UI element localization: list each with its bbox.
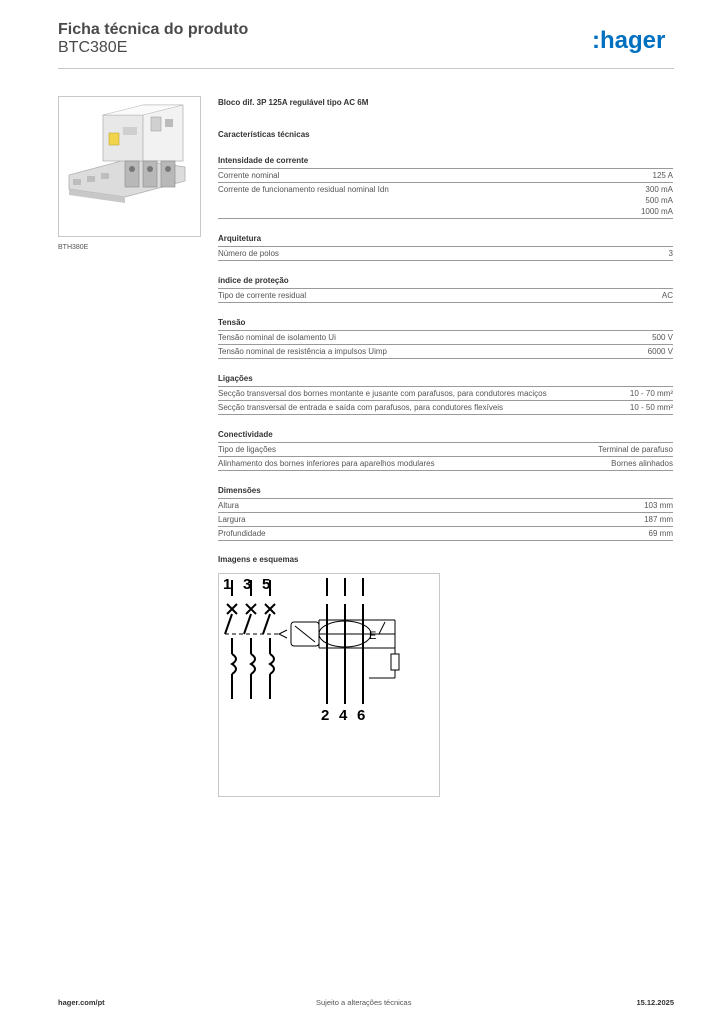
spec-section-title: Tensão	[218, 317, 673, 331]
spec-value-item: 300 mA	[645, 185, 673, 194]
terminal-label-bottom: 4	[339, 707, 348, 724]
spec-row	[218, 457, 673, 471]
hager-logo	[592, 26, 674, 56]
spec-section-title: Arquitetura	[218, 233, 673, 247]
product-details	[218, 97, 673, 541]
spec-label: Número de polos	[218, 249, 279, 258]
spec-row	[218, 331, 673, 345]
logo-text: :hager	[592, 27, 666, 54]
spec-value	[648, 346, 673, 357]
terminal-label-top: 3	[243, 576, 252, 593]
spec-value	[662, 290, 673, 301]
product-code: BTC380E	[58, 39, 128, 56]
photo-caption: BTH380E	[58, 244, 89, 251]
spec-label: Alinhamento dos bornes inferiores para aparelhos modulares	[218, 459, 435, 468]
spec-label: Tensão nominal de isolamento Ui	[218, 333, 336, 342]
spec-section	[218, 485, 673, 541]
spec-section-title: índice de proteção	[218, 275, 673, 289]
spec-section	[218, 317, 673, 359]
spec-row	[218, 513, 673, 527]
spec-value	[630, 402, 673, 413]
spec-row	[218, 289, 673, 303]
spec-label: Corrente nominal	[218, 171, 280, 180]
spec-row	[218, 499, 673, 513]
spec-row	[218, 387, 673, 401]
spec-value	[611, 458, 673, 469]
spec-value-item: Bornes alinhados	[611, 459, 673, 468]
spec-value-item: 6000 V	[647, 347, 673, 356]
spec-value-item: 3	[668, 249, 673, 258]
footer-website[interactable]: hager.com/pt	[58, 998, 105, 1007]
spec-value-item: 125 A	[652, 171, 673, 180]
spec-label: Largura	[218, 515, 246, 524]
spec-row	[218, 527, 673, 541]
page-title: Ficha técnica do produto	[58, 21, 249, 38]
terminal-label-bottom: 6	[357, 707, 366, 724]
spec-value	[644, 514, 673, 525]
spec-value	[598, 444, 673, 455]
terminal-label-top: 1	[223, 576, 232, 593]
spec-label: Tipo de corrente residual	[218, 291, 307, 300]
product-photo	[58, 96, 201, 237]
spec-value-item: 103 mm	[644, 501, 673, 510]
spec-row	[218, 247, 673, 261]
spec-row	[218, 345, 673, 359]
spec-section-title: Ligações	[218, 373, 673, 387]
spec-label: Secção transversal dos bornes montante e jusante com parafusos, para condutores maciços	[218, 389, 547, 398]
spec-value	[644, 500, 673, 511]
spec-value-item: AC	[661, 291, 673, 300]
spec-row	[218, 443, 673, 457]
spec-value-item: 10 - 50 mm²	[629, 403, 673, 412]
spec-section-title: Intensidade de corrente	[218, 155, 673, 169]
images-title: Imagens e esquemas	[218, 555, 299, 564]
spec-label: Tensão nominal de resistência a impulsos Uimp	[218, 347, 387, 356]
spec-row	[218, 401, 673, 415]
spec-value	[669, 248, 673, 259]
spec-value-item: 1000 mA	[640, 207, 673, 216]
footer-disclaimer: Sujeito a alterações técnicas	[316, 998, 412, 1007]
spec-label: Profundidade	[218, 529, 266, 538]
spec-value	[653, 170, 673, 181]
spec-value	[652, 332, 673, 343]
spec-value-item: Terminal de parafuso	[598, 445, 673, 454]
test-button-label: E	[369, 630, 377, 642]
product-title: Bloco dif. 3P 125A regulável tipo AC 6M	[218, 98, 369, 107]
spec-value-item: 69 mm	[648, 529, 673, 538]
spec-value	[630, 388, 673, 399]
spec-section	[218, 429, 673, 471]
spec-section	[218, 373, 673, 415]
spec-value-item: 500 V	[652, 333, 673, 342]
spec-section	[218, 275, 673, 303]
wiring-diagram	[218, 573, 440, 797]
terminal-label-bottom: 2	[321, 707, 330, 724]
spec-section-title: Dimensões	[218, 485, 673, 499]
spec-row	[218, 183, 673, 219]
spec-row	[218, 169, 673, 183]
wiring-diagram-svg	[219, 574, 439, 796]
spec-value-item: 10 - 70 mm²	[629, 389, 673, 398]
spec-sections	[218, 155, 673, 541]
terminal-label-top: 5	[262, 576, 271, 593]
spec-label: Corrente de funcionamento residual nominal Idn	[218, 185, 389, 194]
spec-value	[649, 528, 673, 539]
header-divider	[58, 68, 674, 69]
characteristics-title: Características técnicas	[218, 130, 310, 139]
product-photo-illustration	[59, 97, 200, 236]
footer-date: 15.12.2025	[636, 998, 674, 1007]
spec-value	[641, 184, 673, 217]
spec-label: Altura	[218, 501, 239, 510]
spec-section-title: Conectividade	[218, 429, 673, 443]
spec-label: Secção transversal de entrada e saída com parafusos, para condutores flexíveis	[218, 403, 504, 412]
spec-section	[218, 155, 673, 219]
spec-label: Tipo de ligações	[218, 445, 276, 454]
spec-value-item: 187 mm	[644, 515, 673, 524]
spec-value-item: 500 mA	[645, 196, 673, 205]
spec-section	[218, 233, 673, 261]
